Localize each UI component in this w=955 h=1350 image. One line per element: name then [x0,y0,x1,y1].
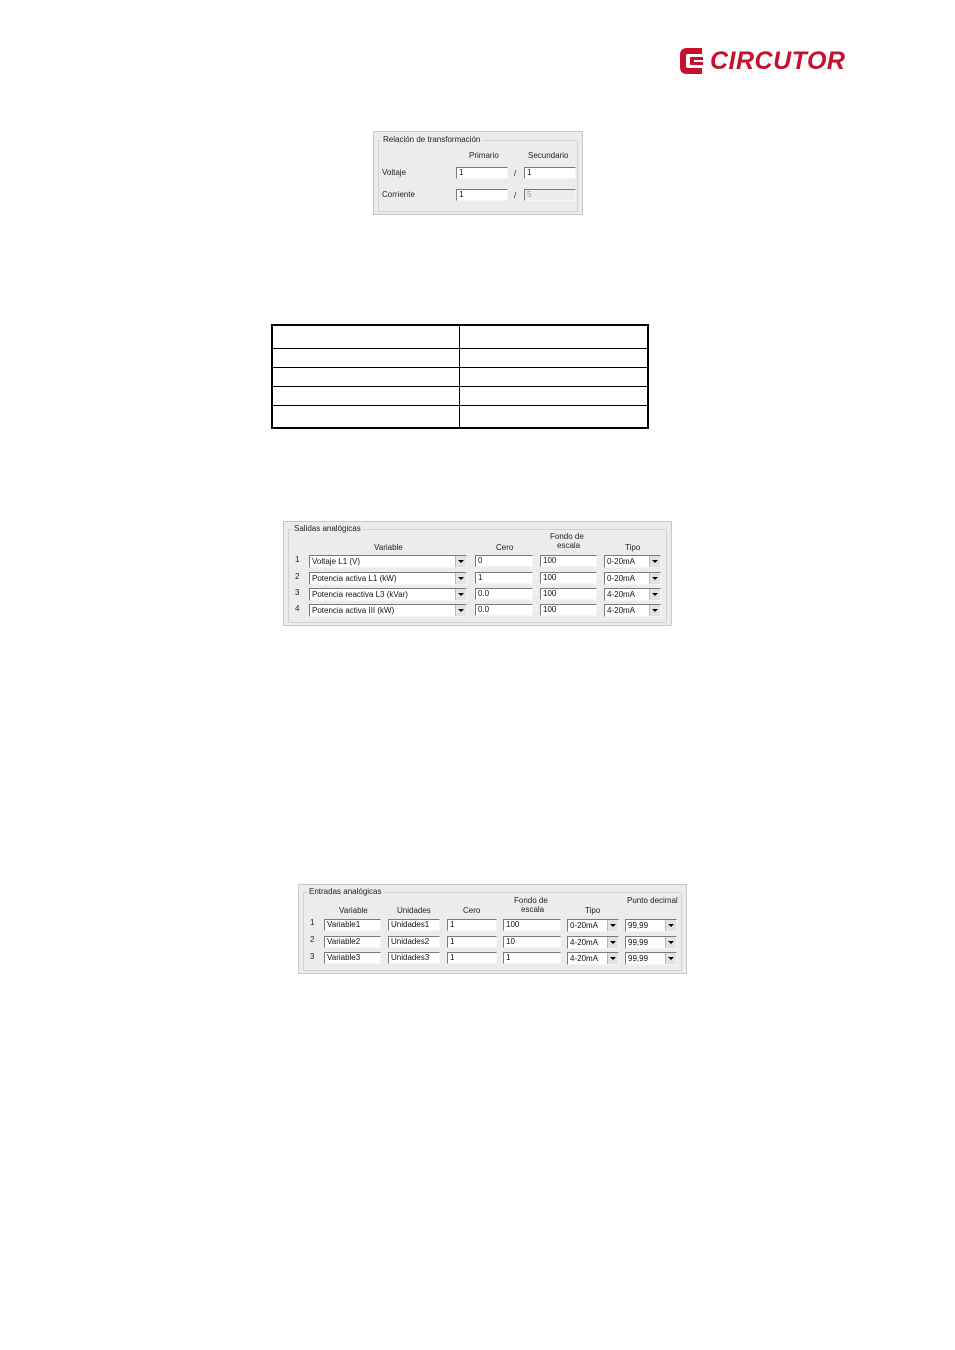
input-units-field[interactable]: Unidades3 [388,952,440,964]
output-type-value: 4-20mA [607,606,636,615]
output-zero-input[interactable]: 0.0 [475,604,533,616]
row-number: 1 [295,555,300,564]
primary-header: Primario [469,151,499,160]
output-type-value: 0-20mA [607,574,636,583]
input-type-value: 4-20mA [570,938,599,947]
current-label: Corriente [382,190,415,199]
output-variable-select[interactable] [309,588,467,601]
row-number: 3 [310,952,315,961]
chevron-down-icon[interactable] [607,953,618,964]
output-full-scale-input[interactable]: 100 [540,555,597,567]
input-zero-field[interactable]: 1 [447,936,497,948]
output-type-select[interactable] [604,604,661,617]
zero-header: Cero [496,543,514,552]
empty-table [271,324,649,429]
input-variable-name[interactable]: Variable2 [324,936,381,948]
chevron-down-icon[interactable] [649,573,660,584]
variable-header: Variable [339,906,368,915]
table-row [273,349,647,368]
type-header: Tipo [585,906,601,915]
current-secondary-input: 5 [524,189,576,201]
output-variable-value: Potencia activa L1 (kW) [312,574,397,583]
analog-outputs-panel [283,521,672,626]
circutor-logo [676,44,846,78]
output-type-value: 0-20mA [607,557,636,566]
input-type-select[interactable] [567,936,619,949]
table-row [273,387,647,406]
output-type-value: 4-20mA [607,590,636,599]
full-scale-header-line1: Fondo de [514,896,548,905]
output-type-select[interactable] [604,588,661,601]
analog-outputs-title: Salidas analógicas [294,524,361,533]
decimal-point-value: 99,99 [628,921,649,930]
output-type-select[interactable] [604,572,661,585]
logo-text: CIRCUTOR [710,47,846,75]
type-header: Tipo [625,543,641,552]
full-scale-header-line2: escala [557,541,581,550]
input-type-value: 4-20mA [570,954,599,963]
chevron-down-icon[interactable] [665,953,676,964]
chevron-down-icon[interactable] [649,605,660,616]
voltage-label: Voltaje [382,168,407,177]
row-number: 2 [310,935,315,944]
input-variable-name[interactable]: Variable3 [324,952,381,964]
variable-header: Variable [374,543,403,552]
table-row [273,368,647,387]
chevron-down-icon[interactable] [607,920,618,931]
row-number: 4 [295,604,300,613]
full-scale-header-line2: escala [521,905,545,914]
transformation-ratio-panel [373,131,583,215]
row-number: 1 [310,918,315,927]
chevron-down-icon[interactable] [455,589,466,600]
chevron-down-icon[interactable] [649,556,660,567]
decimal-point-value: 99,99 [628,938,649,947]
row-number: 2 [295,572,300,581]
table-row [273,326,647,349]
output-full-scale-input[interactable]: 100 [540,604,597,616]
decimal-point-select[interactable] [625,936,677,949]
input-full-scale-field[interactable]: 100 [503,919,561,931]
current-separator: / [514,191,517,200]
input-zero-field[interactable]: 1 [447,919,497,931]
input-units-field[interactable]: Unidades2 [388,936,440,948]
input-type-select[interactable] [567,952,619,965]
chevron-down-icon[interactable] [455,573,466,584]
chevron-down-icon[interactable] [665,920,676,931]
secondary-header: Secundario [528,151,569,160]
output-variable-select[interactable] [309,555,467,568]
input-full-scale-field[interactable]: 10 [503,936,561,948]
analog-inputs-panel [298,884,687,974]
voltage-secondary-input[interactable]: 1 [524,167,576,179]
input-full-scale-field[interactable]: 1 [503,952,561,964]
output-full-scale-input[interactable]: 100 [540,572,597,584]
output-variable-value: Voltaje L1 (V) [312,557,361,566]
input-type-value: 0-20mA [570,921,599,930]
chevron-down-icon[interactable] [649,589,660,600]
output-full-scale-input[interactable]: 100 [540,588,597,600]
table-column-divider [459,326,460,427]
row-number: 3 [295,588,300,597]
input-type-select[interactable] [567,919,619,932]
transformation-group-title: Relación de transformación [383,135,481,144]
full-scale-header-line1: Fondo de [550,532,584,541]
decimal-point-select[interactable] [625,952,677,965]
output-variable-select[interactable] [309,604,467,617]
output-zero-input[interactable]: 0 [475,555,533,567]
chevron-down-icon[interactable] [665,937,676,948]
zero-header: Cero [463,906,481,915]
input-variable-name[interactable]: Variable1 [324,919,381,931]
units-header: Unidades [397,906,431,915]
voltage-primary-input[interactable]: 1 [456,167,508,179]
input-zero-field[interactable]: 1 [447,952,497,964]
decimal-point-value: 99,99 [628,954,649,963]
output-variable-value: Potencia activa III (kW) [312,606,395,615]
voltage-separator: / [514,169,517,178]
input-units-field[interactable]: Unidades1 [388,919,440,931]
chevron-down-icon[interactable] [455,605,466,616]
chevron-down-icon[interactable] [607,937,618,948]
decimal-point-header: Punto decimal [627,896,678,905]
analog-inputs-title: Entradas analógicas [309,887,382,896]
circutor-logo-icon [676,45,708,77]
decimal-point-select[interactable] [625,919,677,932]
output-zero-input[interactable]: 1 [475,572,533,584]
output-variable-value: Potencia reactiva L3 (kVar) [312,590,408,599]
output-zero-input[interactable]: 0.0 [475,588,533,600]
output-variable-select[interactable] [309,572,467,585]
current-primary-input[interactable]: 1 [456,189,508,201]
output-type-select[interactable] [604,555,661,568]
chevron-down-icon[interactable] [455,556,466,567]
